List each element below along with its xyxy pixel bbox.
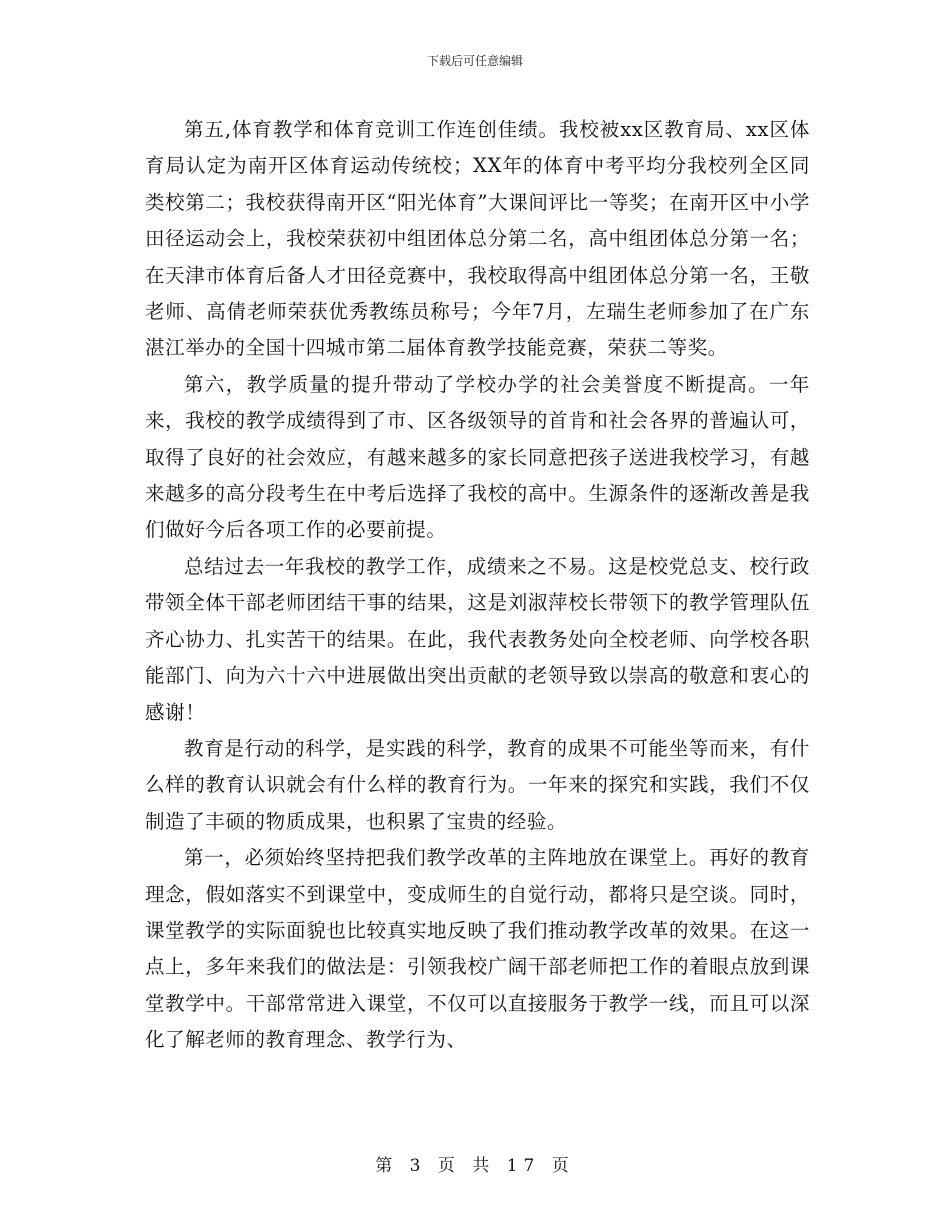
paragraph-education-science: 教育是行动的科学，是实践的科学，教育的成果不可能坐等而来，有什么样的教育认识就会有什么样的教育行为。一年来的探究和实践，我们不仅制造了丰硕的物质成果，也积累了宝贵的经验。 [145,736,810,833]
page-number: 第 3 页 共 17 页 [375,1156,575,1176]
paragraph-social-reputation: 第六，教学质量的提升带动了学校办学的社会美誉度不断提高。一年来，我校的教学成绩得到了市、区各级领导的首肯和社会各界的普遍认可，取得了良好的社会效应，有越来越多的家长同意把孩子送进我校学习，有越来越多的高分段考生在中考后选择了我校的高中。生源条件的逐渐改善是我们做好今后各项工作的必要前提。 [145,372,810,542]
document-body [145,112,810,1059]
paragraph-classroom-reform: 第一，必须始终坚持把我们教学改革的主阵地放在课堂上。再好的教育理念，假如落实不到课堂中，变成师生的自觉行动，都将只是空谈。同时，课堂教学的实际面貌也比较真实地反映了我们推动教学改革的效果。在这一点上，多年来我们的做法是：引领我校广阔干部老师把工作的着眼点放到课堂教学中。干部常常进入课堂，不仅可以直接服务于教学一线，而且可以深化了解老师的教育理念、教学行为、 [145,846,810,1052]
page-header: 下载后可任意编辑 [426,54,523,68]
paragraph-sports-achievements: 第五,体育教学和体育竞训工作连创佳绩。我校被xx区教育局、xx区体育局认定为南开区体育运动传统校；XX年的体育中考平均分我校列全区同类校第二；我校获得南开区“阳光体育”大课间评比一等奖；在南开区中小学田径运动会上，我校荣获初中组团体总分第二名，高中组团体总分第一名；在天津市体育后备人才田径竞赛中，我校取得高中组团体总分第一名，王敬老师、高倩老师荣获优秀教练员称号；今年7月，左瑞生老师参加了在广东湛江举办的全国十四城市第二届体育教学技能竞赛，荣获二等奖。 [145,118,810,360]
paragraph-summary-thanks: 总结过去一年我校的教学工作，成绩来之不易。这是校党总支、校行政带领全体干部老师团结干事的结果，这是刘淑萍校长带领下的教学管理队伍齐心协力、扎实苦干的结果。在此，我代表教务处向全校老师、向学校各职能部门、向为六十六中进展做出突出贡献的老领导致以崇高的敬意和衷心的感谢！ [145,554,810,724]
